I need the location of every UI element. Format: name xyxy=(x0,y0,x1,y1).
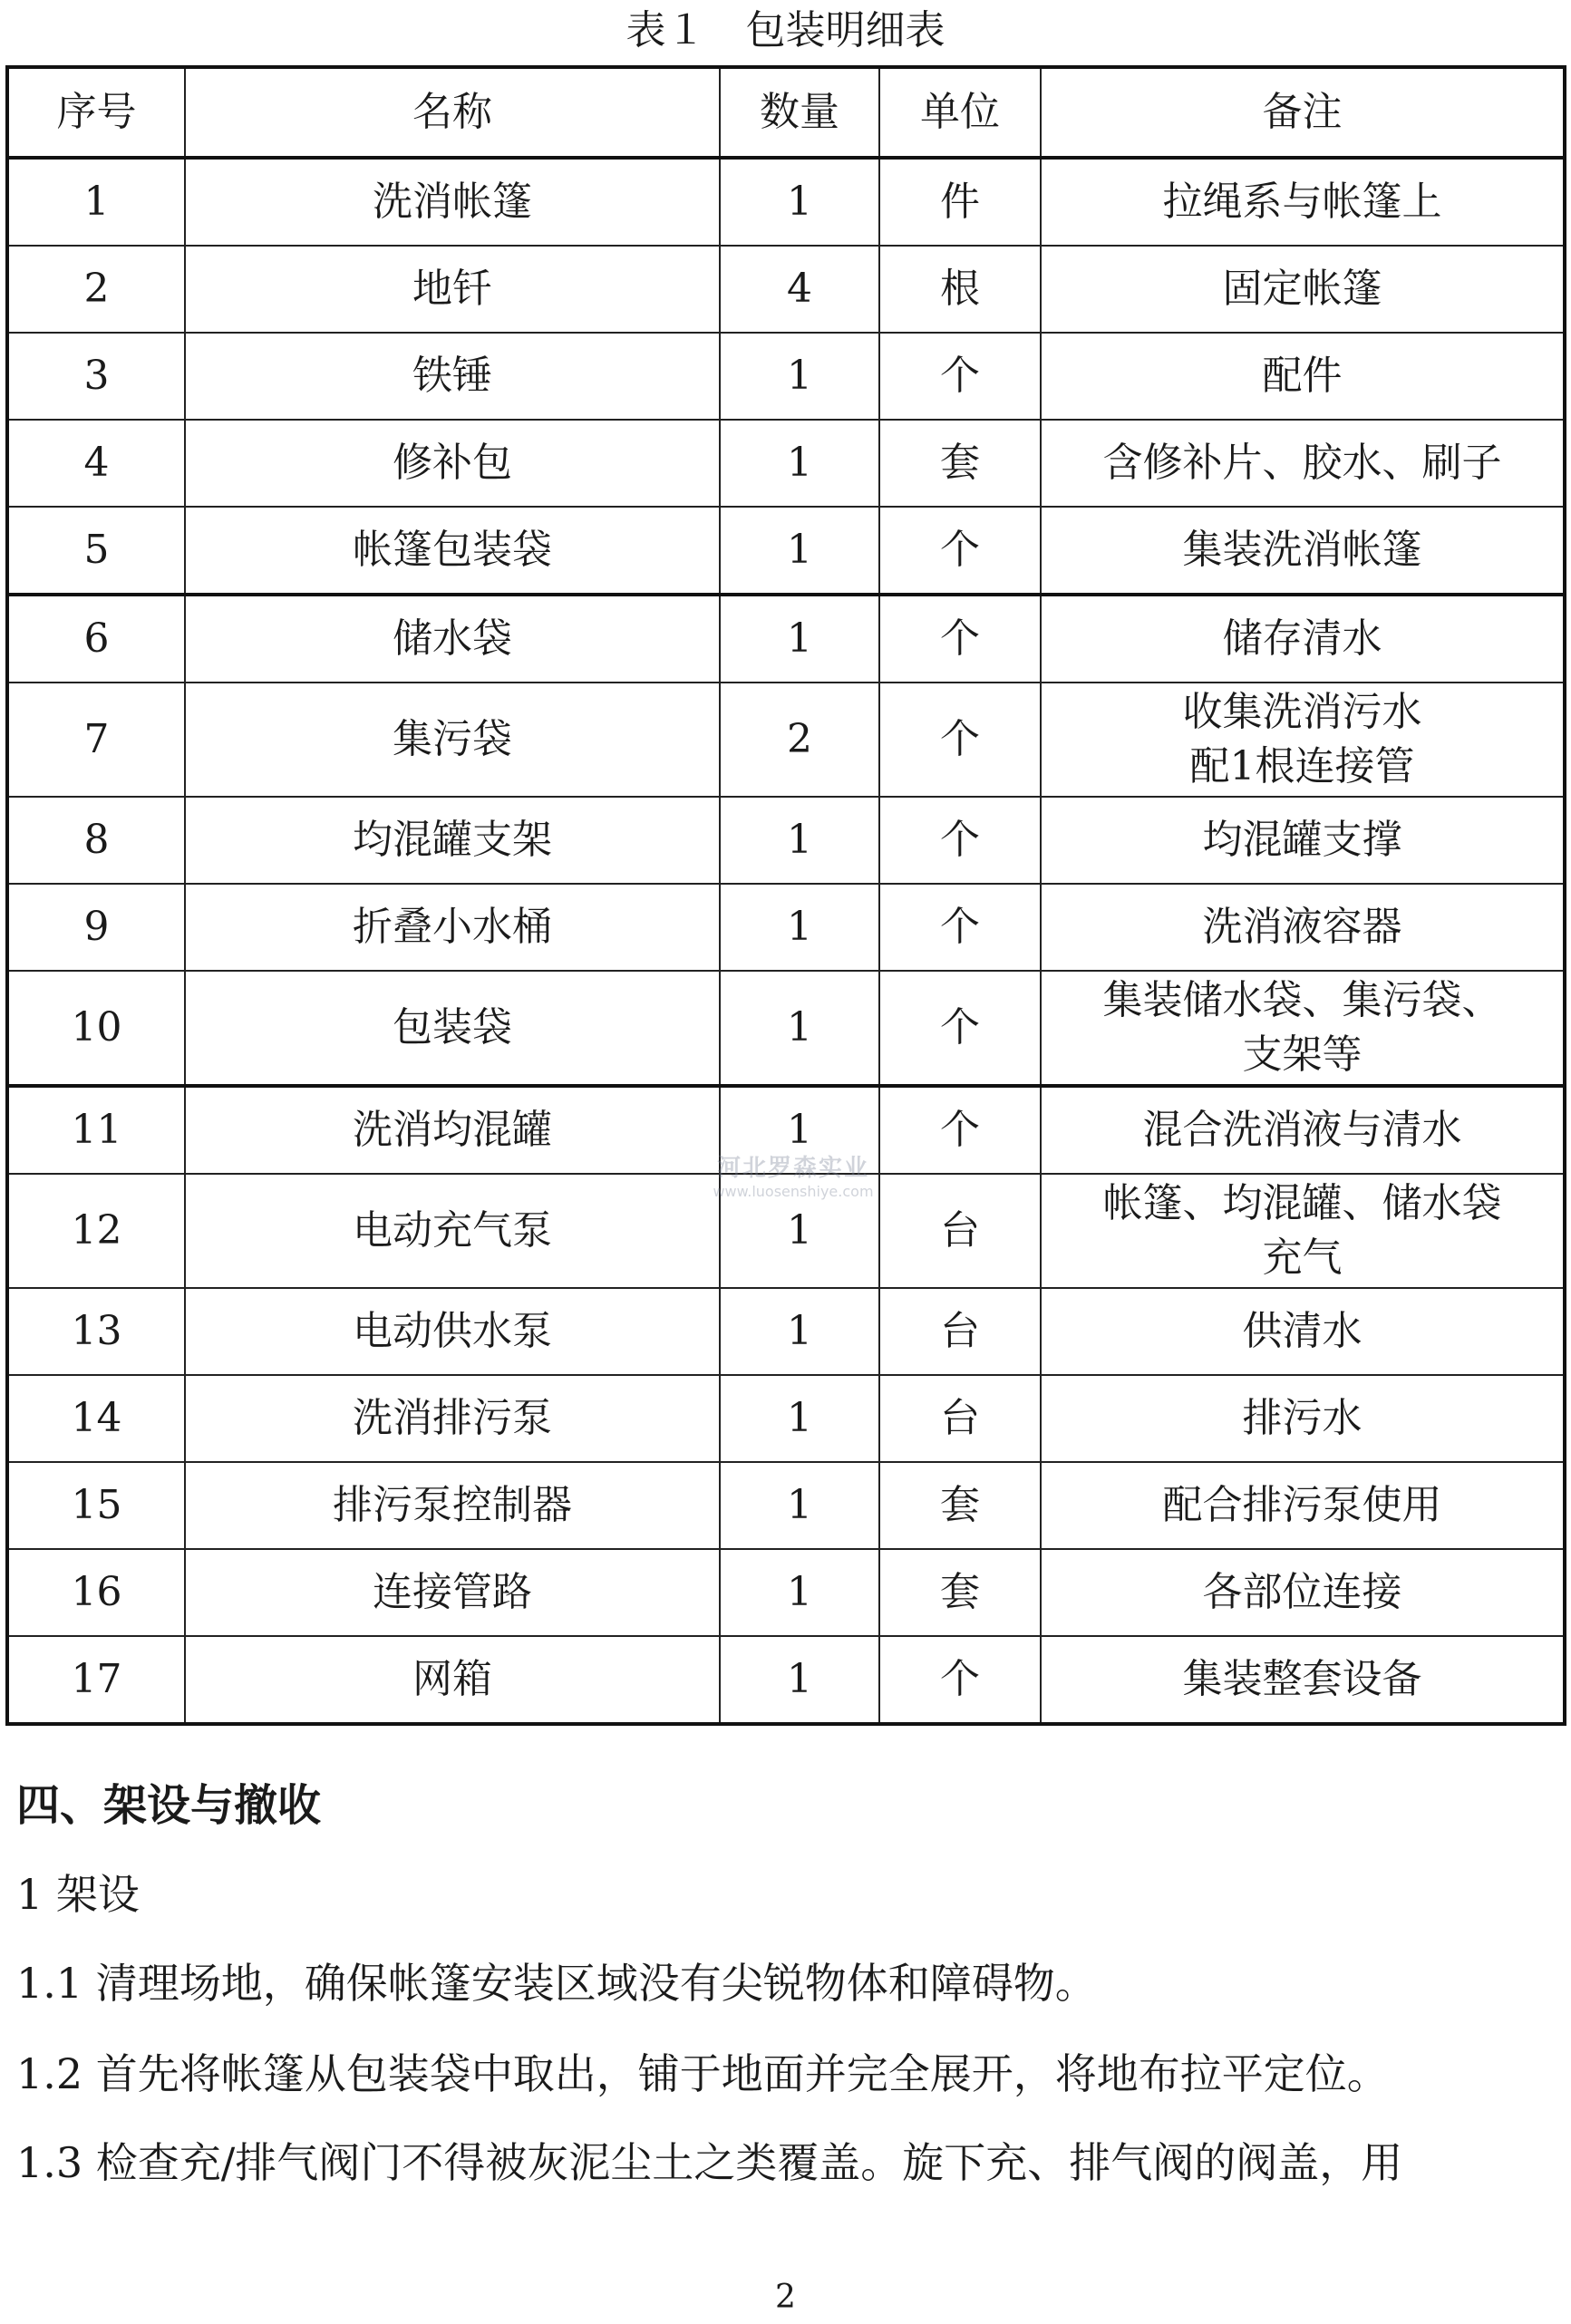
cell-note: 排污水 xyxy=(1041,1375,1565,1462)
table-row xyxy=(7,884,1565,971)
cell-no: 16 xyxy=(7,1549,185,1636)
section-subtitle: 1 架设 xyxy=(16,1870,140,1919)
cell-qty: 1 xyxy=(720,595,879,683)
cell-no: 1 xyxy=(7,158,185,246)
cell-unit: 个 xyxy=(879,333,1041,420)
table-row xyxy=(7,507,1565,595)
cell-note-line2: 配1根连接管 xyxy=(1189,743,1415,789)
table-row xyxy=(7,420,1565,507)
paragraph: 1.1 清理场地，确保帐篷安装区域没有尖锐物体和障碍物。 xyxy=(16,1959,1097,2008)
cell-note xyxy=(1041,1174,1565,1288)
cell-note: 各部位连接 xyxy=(1041,1549,1565,1636)
cell-unit: 套 xyxy=(879,1462,1041,1549)
cell-qty: 1 xyxy=(720,333,879,420)
cell-note: 集装整套设备 xyxy=(1041,1636,1565,1724)
watermark-name: 河北罗森实业 xyxy=(716,1155,869,1182)
cell-name: 帐篷包装袋 xyxy=(185,507,720,595)
cell-qty: 1 xyxy=(720,884,879,971)
cell-qty: 1 xyxy=(720,1462,879,1549)
cell-note-line1: 收集洗消污水 xyxy=(1182,689,1422,735)
cell-no: 13 xyxy=(7,1288,185,1375)
cell-qty: 2 xyxy=(720,683,879,797)
cell-name: 均混罐支架 xyxy=(185,797,720,884)
cell-unit: 根 xyxy=(879,246,1041,333)
cell-unit: 个 xyxy=(879,507,1041,595)
cell-no: 15 xyxy=(7,1462,185,1549)
paragraph: 1.2 首先将帐篷从包装袋中取出，铺于地面并完全展开，将地布拉平定位。 xyxy=(16,2049,1389,2098)
cell-name: 排污泵控制器 xyxy=(185,1462,720,1549)
cell-note: 固定帐篷 xyxy=(1041,246,1565,333)
cell-note: 供清水 xyxy=(1041,1288,1565,1375)
cell-qty: 1 xyxy=(720,158,879,246)
cell-unit: 台 xyxy=(879,1288,1041,1375)
table-caption: 表１ 包装明细表 xyxy=(625,7,946,53)
table-row xyxy=(7,1174,1565,1288)
table-row xyxy=(7,1375,1565,1462)
cell-unit: 个 xyxy=(879,683,1041,797)
cell-qty: 1 xyxy=(720,1288,879,1375)
cell-no: 2 xyxy=(7,246,185,333)
cell-note-line2: 支架等 xyxy=(1242,1031,1363,1078)
cell-name: 电动供水泵 xyxy=(185,1288,720,1375)
cell-qty: 1 xyxy=(720,507,879,595)
cell-qty: 1 xyxy=(720,971,879,1086)
watermark-url: www.luosenshiye.com xyxy=(713,1183,874,1200)
table-row xyxy=(7,797,1565,884)
cell-note xyxy=(1041,683,1565,797)
cell-note-line2: 充气 xyxy=(1262,1235,1343,1281)
cell-note: 均混罐支撑 xyxy=(1041,797,1565,884)
cell-note: 配件 xyxy=(1041,333,1565,420)
cell-unit: 套 xyxy=(879,420,1041,507)
cell-name: 修补包 xyxy=(185,420,720,507)
col-header-no: 序号 xyxy=(7,67,185,158)
cell-note: 混合洗消液与清水 xyxy=(1041,1086,1565,1174)
cell-no: 17 xyxy=(7,1636,185,1724)
cell-no: 7 xyxy=(7,683,185,797)
cell-qty: 1 xyxy=(720,1174,879,1288)
cell-note: 储存清水 xyxy=(1041,595,1565,683)
cell-unit: 个 xyxy=(879,595,1041,683)
cell-unit: 个 xyxy=(879,1086,1041,1174)
table-header-row xyxy=(7,67,1565,158)
col-header-unit: 单位 xyxy=(879,67,1041,158)
col-header-name: 名称 xyxy=(185,67,720,158)
cell-name: 地钎 xyxy=(185,246,720,333)
cell-no: 8 xyxy=(7,797,185,884)
cell-no: 11 xyxy=(7,1086,185,1174)
cell-name: 电动充气泵 xyxy=(185,1174,720,1288)
cell-qty: 1 xyxy=(720,1636,879,1724)
cell-unit: 个 xyxy=(879,1636,1041,1724)
cell-name: 洗消排污泵 xyxy=(185,1375,720,1462)
cell-name: 网箱 xyxy=(185,1636,720,1724)
cell-name: 包装袋 xyxy=(185,971,720,1086)
table-row xyxy=(7,683,1565,797)
col-header-note: 备注 xyxy=(1041,67,1565,158)
cell-qty: 1 xyxy=(720,1086,879,1174)
cell-no: 12 xyxy=(7,1174,185,1288)
cell-no: 9 xyxy=(7,884,185,971)
cell-note: 洗消液容器 xyxy=(1041,884,1565,971)
section-title: 四、架设与撤收 xyxy=(16,1780,322,1831)
cell-qty: 1 xyxy=(720,420,879,507)
table-row xyxy=(7,158,1565,246)
cell-name: 储水袋 xyxy=(185,595,720,683)
cell-qty: 1 xyxy=(720,1375,879,1462)
table-row xyxy=(7,1549,1565,1636)
table-row xyxy=(7,971,1565,1086)
paragraph: 1.3 检查充/排气阀门不得被灰泥尘土之类覆盖。旋下充、排气阀的阀盖，用 xyxy=(16,2138,1403,2187)
cell-qty: 1 xyxy=(720,797,879,884)
cell-unit: 台 xyxy=(879,1375,1041,1462)
page-number: 2 xyxy=(775,2279,796,2316)
table-row xyxy=(7,246,1565,333)
cell-unit: 个 xyxy=(879,971,1041,1086)
cell-note-line1: 集装储水袋、集污袋、 xyxy=(1102,977,1502,1023)
cell-unit: 个 xyxy=(879,797,1041,884)
cell-note: 集装洗消帐篷 xyxy=(1041,507,1565,595)
table-row xyxy=(7,1462,1565,1549)
table-row xyxy=(7,1636,1565,1724)
table-row xyxy=(7,595,1565,683)
cell-unit: 件 xyxy=(879,158,1041,246)
cell-unit: 套 xyxy=(879,1549,1041,1636)
cell-no: 5 xyxy=(7,507,185,595)
cell-no: 6 xyxy=(7,595,185,683)
cell-qty: 1 xyxy=(720,1549,879,1636)
cell-name: 集污袋 xyxy=(185,683,720,797)
cell-no: 3 xyxy=(7,333,185,420)
cell-name: 铁锤 xyxy=(185,333,720,420)
cell-no: 4 xyxy=(7,420,185,507)
table-row xyxy=(7,1288,1565,1375)
cell-no: 10 xyxy=(7,971,185,1086)
packing-list-table xyxy=(5,65,1566,1726)
cell-note-line1: 帐篷、均混罐、储水袋 xyxy=(1102,1180,1502,1226)
cell-no: 14 xyxy=(7,1375,185,1462)
cell-name: 洗消均混罐 xyxy=(185,1086,720,1174)
cell-unit: 个 xyxy=(879,884,1041,971)
col-header-qty: 数量 xyxy=(720,67,879,158)
cell-note: 配合排污泵使用 xyxy=(1041,1462,1565,1549)
cell-note xyxy=(1041,971,1565,1086)
table-row xyxy=(7,333,1565,420)
cell-unit: 台 xyxy=(879,1174,1041,1288)
cell-name: 连接管路 xyxy=(185,1549,720,1636)
cell-name: 折叠小水桶 xyxy=(185,884,720,971)
cell-note: 拉绳系与帐篷上 xyxy=(1041,158,1565,246)
cell-qty: 4 xyxy=(720,246,879,333)
table-row xyxy=(7,1086,1565,1174)
cell-name: 洗消帐篷 xyxy=(185,158,720,246)
cell-note: 含修补片、胶水、刷子 xyxy=(1041,420,1565,507)
